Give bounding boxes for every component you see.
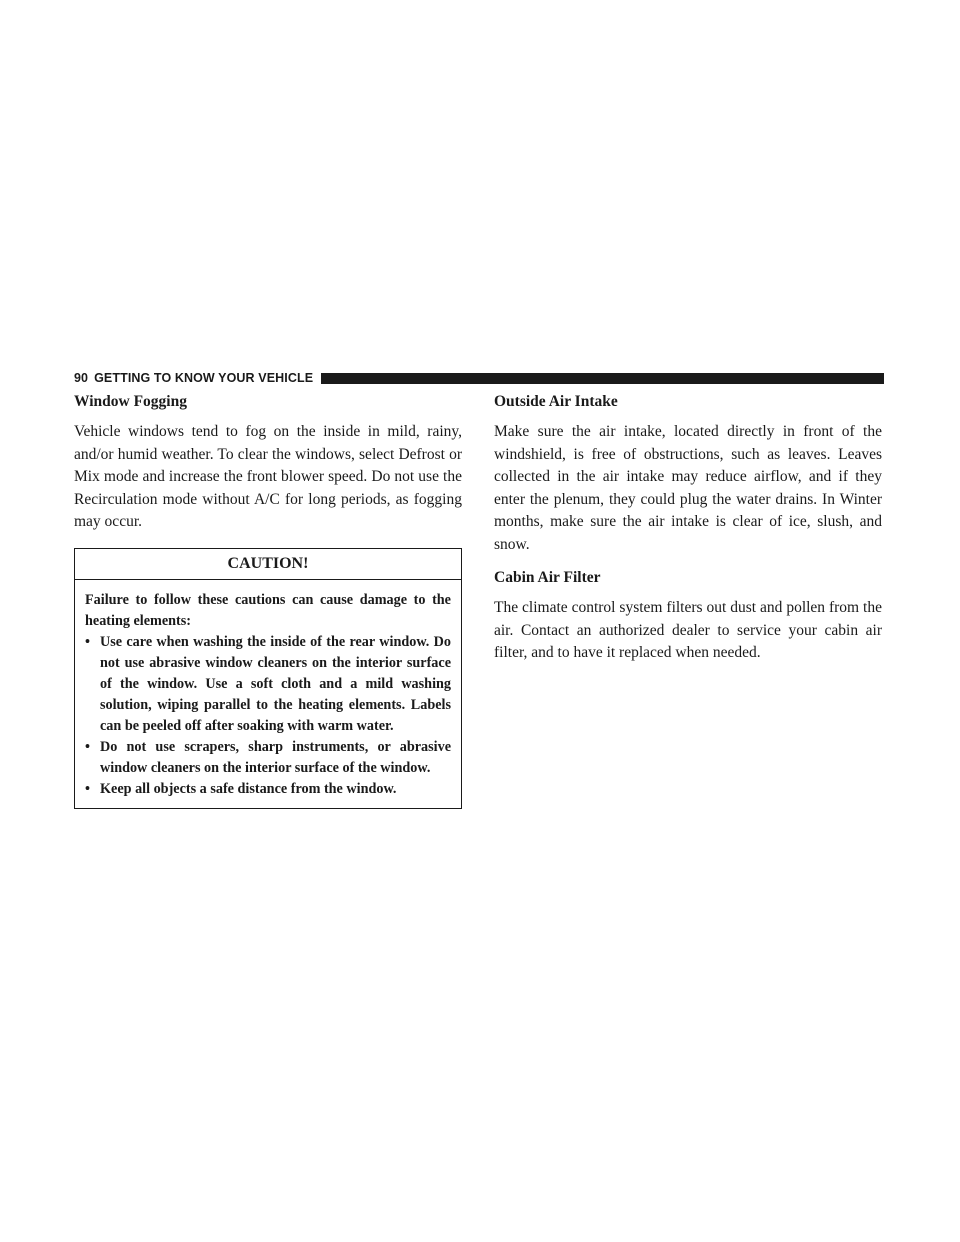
window-fogging-body: Vehicle windows tend to fog on the inside in mild, rainy, and/or humid weather. To clear the windows, select Defrost or Mix mode and increase the front blower speed. Do not use the Recirculation mode without A/C for long periods, as fogging may occur. <box>74 423 462 530</box>
caution-title: CAUTION! <box>75 549 461 580</box>
page-header <box>74 370 884 386</box>
page-number: 90 <box>74 371 89 385</box>
cabin-air-filter-body: The climate control system filters out dust and pollen from the air. Contact an authorized dealer to service your cabin air filter, and to have it replaced when needed. <box>494 599 882 661</box>
caution-item: • Keep all objects a safe distance from the window. <box>85 779 451 800</box>
left-column <box>74 392 462 809</box>
outside-air-intake-body: Make sure the air intake, located directly in front of the windshield, is free of obstructions, such as leaves. Leaves collected in the air intake may reduce airflow, and if they enter the plenum, they could plug the water drains. In Winter months, make sure the air intake is clear of ice, slush, and snow. <box>494 423 882 553</box>
window-fogging-heading: Window Fogging <box>74 393 187 410</box>
section-title: GETTING TO KNOW YOUR VEHICLE <box>94 371 314 385</box>
caution-item: • Do not use scrapers, sharp instruments, or abrasive window cleaners on the interior surface of the window. <box>85 737 451 779</box>
header-text <box>74 371 313 385</box>
caution-item: • Use care when washing the inside of the rear window. Do not use abrasive window cleaners on the interior surface of the window. Use a soft cloth and a mild washing solution, wiping parallel to the heating elements. Labels can be peeled off after soaking with warm water. <box>85 632 451 737</box>
header-rule <box>321 373 884 384</box>
caution-body <box>75 580 461 808</box>
caution-list <box>85 632 451 800</box>
caution-box <box>74 548 462 809</box>
cabin-air-filter-heading: Cabin Air Filter <box>494 569 601 586</box>
outside-air-intake-heading: Outside Air Intake <box>494 393 618 410</box>
right-column <box>494 392 882 674</box>
caution-intro: Failure to follow these cautions can cause damage to the heating elements: <box>85 591 451 629</box>
